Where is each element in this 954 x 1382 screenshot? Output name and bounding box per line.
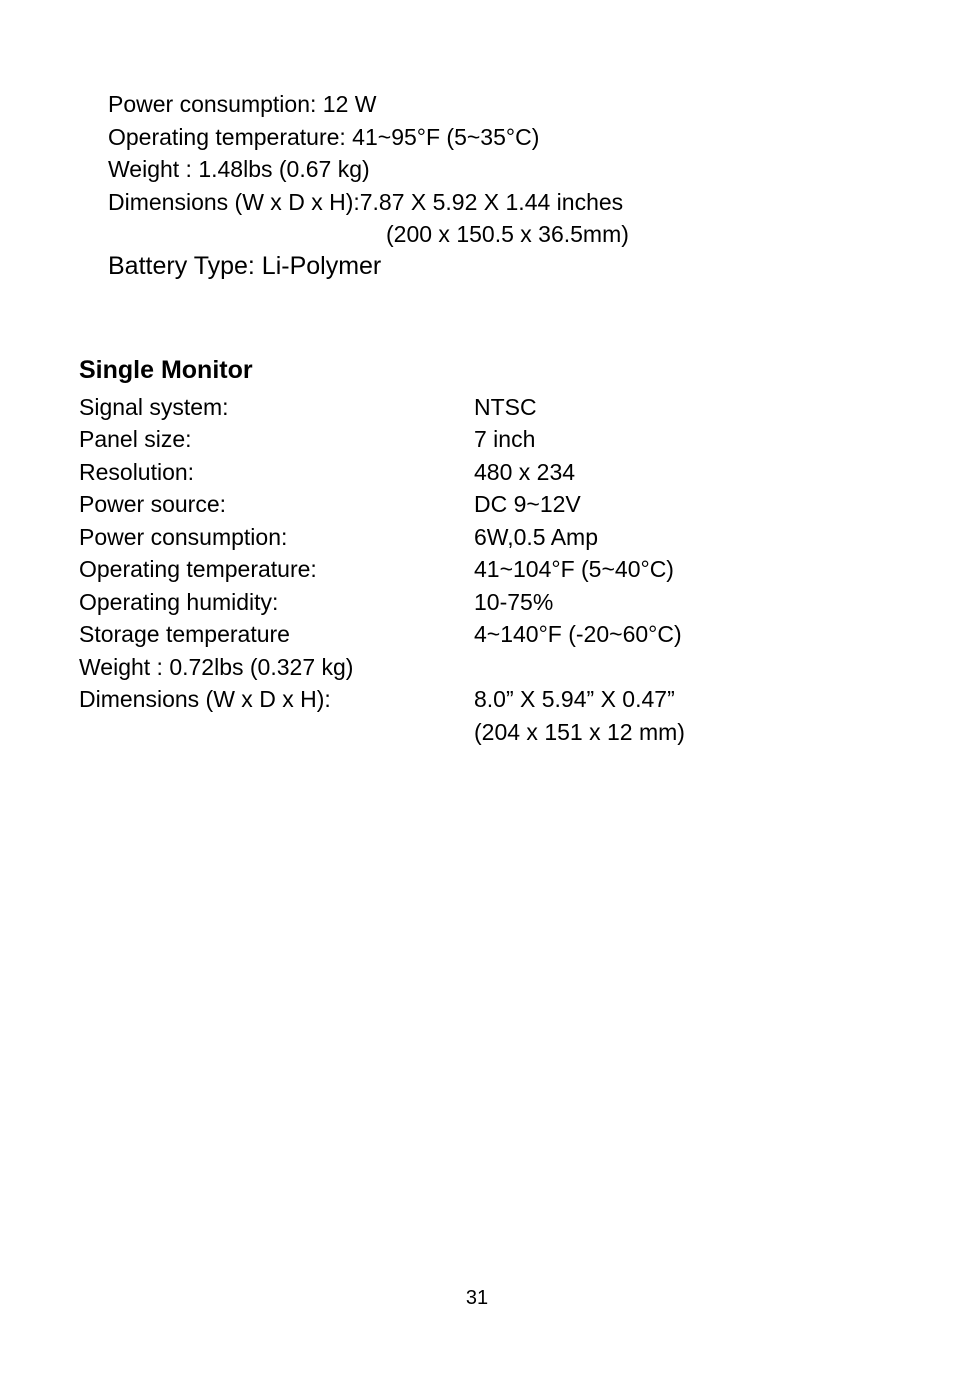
- weight-line: Weight : 1.48lbs (0.67 kg): [108, 156, 370, 182]
- spec-row: [79, 555, 779, 583]
- spec-value: (204 x 151 x 12 mm): [474, 719, 685, 745]
- spec-label: Operating humidity:: [79, 589, 279, 615]
- spec-value: 4~140°F (-20~60°C): [474, 621, 682, 647]
- spec-row: [79, 523, 779, 551]
- spec-value: 8.0” X 5.94” X 0.47”: [474, 686, 675, 712]
- power-consumption-line: Power consumption: 12 W: [108, 91, 377, 117]
- spec-row: [79, 620, 779, 648]
- spec-label: Signal system:: [79, 394, 229, 420]
- spec-label: Operating temperature:: [79, 556, 317, 582]
- spec-value: 41~104°F (5~40°C): [474, 556, 674, 582]
- spec-label: Weight : 0.72lbs (0.327 kg): [79, 654, 354, 680]
- dimensions-metric-line: (200 x 150.5 x 36.5mm): [386, 221, 629, 247]
- spec-value: 480 x 234: [474, 459, 576, 485]
- spec-label: Storage temperature: [79, 621, 290, 647]
- operating-temperature-line: Operating temperature: 41~95°F (5~35°C): [108, 124, 540, 150]
- page-number: 31: [465, 1287, 489, 1309]
- spec-label: Power consumption:: [79, 524, 288, 550]
- spec-label: Panel size:: [79, 426, 192, 452]
- spec-value: DC 9~12V: [474, 491, 581, 517]
- spec-value: 6W,0.5 Amp: [474, 524, 599, 550]
- spec-label: Dimensions (W x D x H):: [79, 686, 331, 712]
- spec-label: Resolution:: [79, 459, 195, 485]
- spec-row: [79, 458, 779, 486]
- spec-value: 10-75%: [474, 589, 554, 615]
- single-monitor-heading: Single Monitor: [79, 356, 253, 384]
- spec-row: [79, 685, 779, 713]
- dimensions-line: Dimensions (W x D x H):7.87 X 5.92 X 1.44 inches: [108, 189, 624, 215]
- spec-value: 7 inch: [474, 426, 536, 452]
- spec-row: [79, 393, 779, 421]
- spec-row: [79, 588, 779, 616]
- spec-row: [79, 718, 779, 746]
- spec-row: [79, 653, 779, 681]
- spec-value: NTSC: [474, 394, 537, 420]
- spec-label: Power source:: [79, 491, 227, 517]
- spec-row: [79, 490, 779, 518]
- spec-row: [79, 425, 779, 453]
- battery-type-line: Battery Type: Li-Polymer: [108, 252, 382, 280]
